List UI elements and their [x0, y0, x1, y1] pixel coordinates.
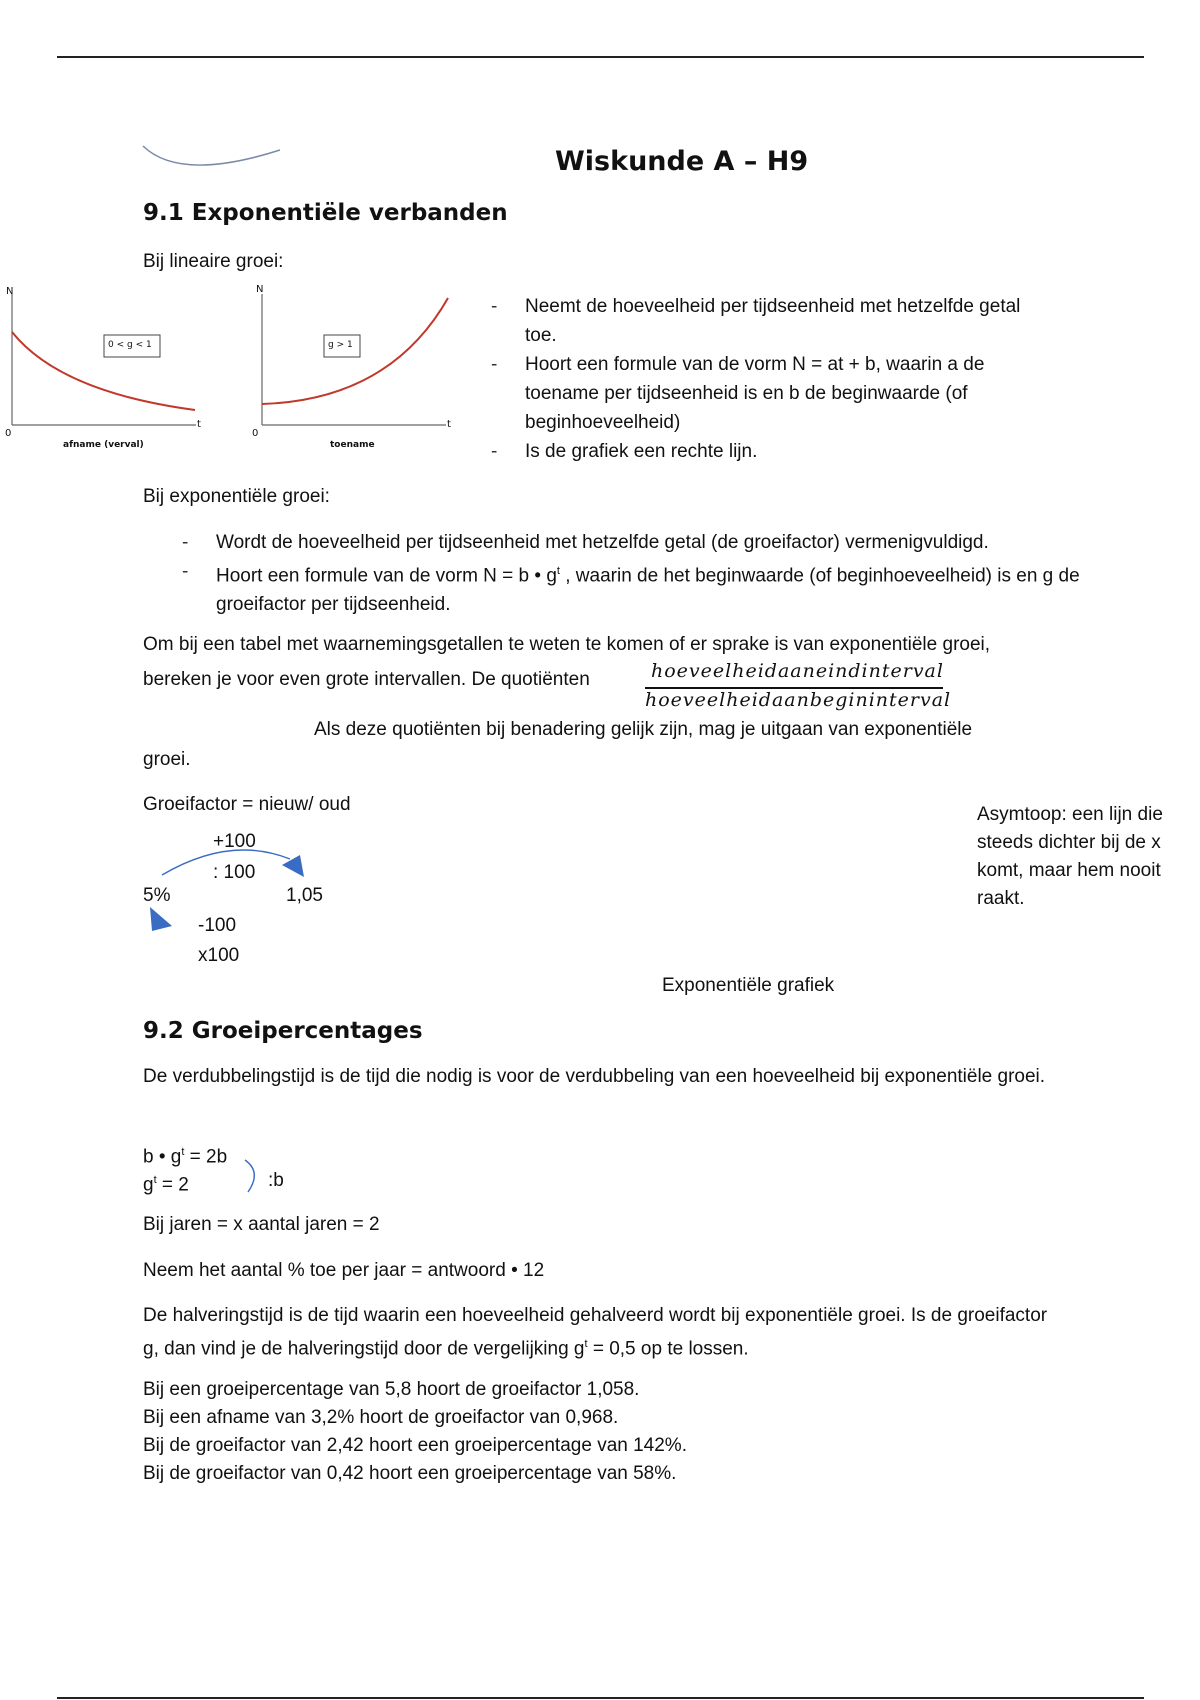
growth-condition: g > 1 — [328, 340, 353, 350]
diagram-plus: +100 — [213, 831, 256, 852]
graph-decay — [0, 282, 210, 452]
list-item: Bij een groeipercentage van 5,8 hoort de groeifactor 1,058. — [143, 1379, 640, 1400]
top-rule — [57, 56, 1144, 58]
list-item: Bij de groeifactor van 2,42 hoort een groeipercentage van 142%. — [143, 1435, 687, 1456]
diagram-factor: 1,05 — [286, 885, 323, 906]
bracket-icon — [242, 1158, 264, 1194]
table-line-4: groei. — [143, 749, 191, 770]
diagram-minus: -100 — [198, 915, 237, 936]
formula-text: Hoort een formule van de vorm N = b • g — [216, 565, 557, 587]
linear-bullet-list — [525, 292, 1045, 466]
decay-condition: 0 < g < 1 — [108, 340, 152, 350]
divide-by-b: :b — [268, 1170, 284, 1191]
superscript: t — [181, 1146, 185, 1158]
diagram-times: x100 — [198, 945, 240, 966]
exp-intro: Bij exponentiële groei: — [143, 486, 330, 507]
halving-definition — [143, 1302, 1063, 1363]
percent-year-line: Neem het aantal % toe per jaar = antwoord • 12 — [143, 1260, 545, 1281]
halving-text: De halveringstijd is de tijd waarin een hoeveelheid gehalveerd wordt bij exponentiële groei. Is de groeifactor g, dan vind je de halveringstijd door de vergelijking g — [143, 1305, 1048, 1360]
fraction-denominator: hoeveelheidaanbegininterval — [645, 689, 952, 711]
decay-caption: afname (verval) — [63, 440, 144, 450]
graph-growth — [250, 282, 460, 452]
exp-bullet-list — [216, 528, 1096, 619]
examples-list — [143, 1376, 687, 1488]
decay-axis-y: N — [6, 286, 14, 297]
list-item: - Wordt de hoeveelheid per tijdseenheid met hetzelfde getal (de groeifactor) vermenigvuldigd. — [216, 528, 1096, 557]
table-line-2: bereken je voor even grote intervallen. De quotiënten — [143, 669, 590, 690]
formula-text-rest: , waarin de het beginwaarde (of beginhoeveelheid) is en g de groeifactor per tijdseenheid. — [216, 565, 1080, 616]
arrow-left-icon — [150, 907, 172, 931]
list-item: - Hoort een formule van de vorm N = at + b, waarin a de toename per tijdseenheid is en b de beginwaarde (of beginhoeveelheid) — [525, 350, 1045, 437]
decay-origin: 0 — [5, 428, 12, 439]
table-line-3: Als deze quotiënten bij benadering gelijk zijn, mag je uitgaan van exponentiële — [314, 719, 973, 740]
eq1-base: b • g — [143, 1146, 182, 1168]
linear-intro: Bij lineaire groei: — [143, 251, 284, 272]
diagram-percent: 5% — [143, 885, 171, 906]
halving-text-rest: = 0,5 op te lossen. — [587, 1338, 749, 1360]
list-item — [216, 557, 1096, 619]
eq2-rest: = 2 — [156, 1174, 189, 1196]
eq2-base: g — [143, 1174, 154, 1196]
fraction-numerator: hoeveelheidaaneindinterval — [651, 660, 944, 682]
list-item: Bij de groeifactor van 0,42 hoort een groeipercentage van 58%. — [143, 1463, 677, 1484]
growth-axis-y: N — [256, 284, 264, 295]
superscript: t — [584, 1338, 588, 1350]
superscript: t — [556, 565, 560, 577]
equation-2 — [143, 1166, 189, 1199]
exp-graph-caption: Exponentiële grafiek — [662, 975, 835, 996]
superscript: t — [153, 1174, 157, 1186]
asymptote-note: Asymtoop: een lijn die steeds dichter bij de x komt, maar hem nooit raakt. — [977, 804, 1163, 909]
page-title: Wiskunde A – H9 — [555, 146, 809, 177]
bottom-rule — [57, 1697, 1144, 1699]
conversion-diagram — [140, 825, 340, 965]
years-line: Bij jaren = x aantal jaren = 2 — [143, 1214, 380, 1235]
list-item: - Neemt de hoeveelheid per tijdseenheid met hetzelfde getal toe. — [525, 292, 1045, 350]
decay-axis-x: t — [197, 419, 201, 430]
decorative-curve — [140, 140, 285, 175]
arrow-right-icon — [282, 855, 304, 877]
diagram-divide: : 100 — [213, 862, 256, 883]
list-item: - Is de grafiek een rechte lijn. — [525, 437, 1045, 466]
growth-origin: 0 — [252, 428, 259, 439]
growth-caption: toename — [330, 440, 375, 450]
table-line-1: Om bij een tabel met waarnemingsgetallen te weten te komen of er sprake is van exponentiële groei, — [143, 634, 991, 655]
eq1-rest: = 2b — [184, 1146, 228, 1168]
section-heading-9-2: 9.2 Groeipercentages — [143, 1018, 423, 1044]
growth-axis-x: t — [447, 419, 451, 430]
groeifactor-formula: Groeifactor = nieuw/ oud — [143, 794, 351, 815]
list-item: Bij een afname van 3,2% hoort de groeifactor van 0,968. — [143, 1407, 619, 1428]
doubling-definition: De verdubbelingstijd is de tijd die nodig is voor de verdubbeling van een hoeveelheid bij exponentiële groei. — [143, 1066, 1046, 1087]
section-heading-9-1: 9.1 Exponentiële verbanden — [143, 200, 508, 226]
